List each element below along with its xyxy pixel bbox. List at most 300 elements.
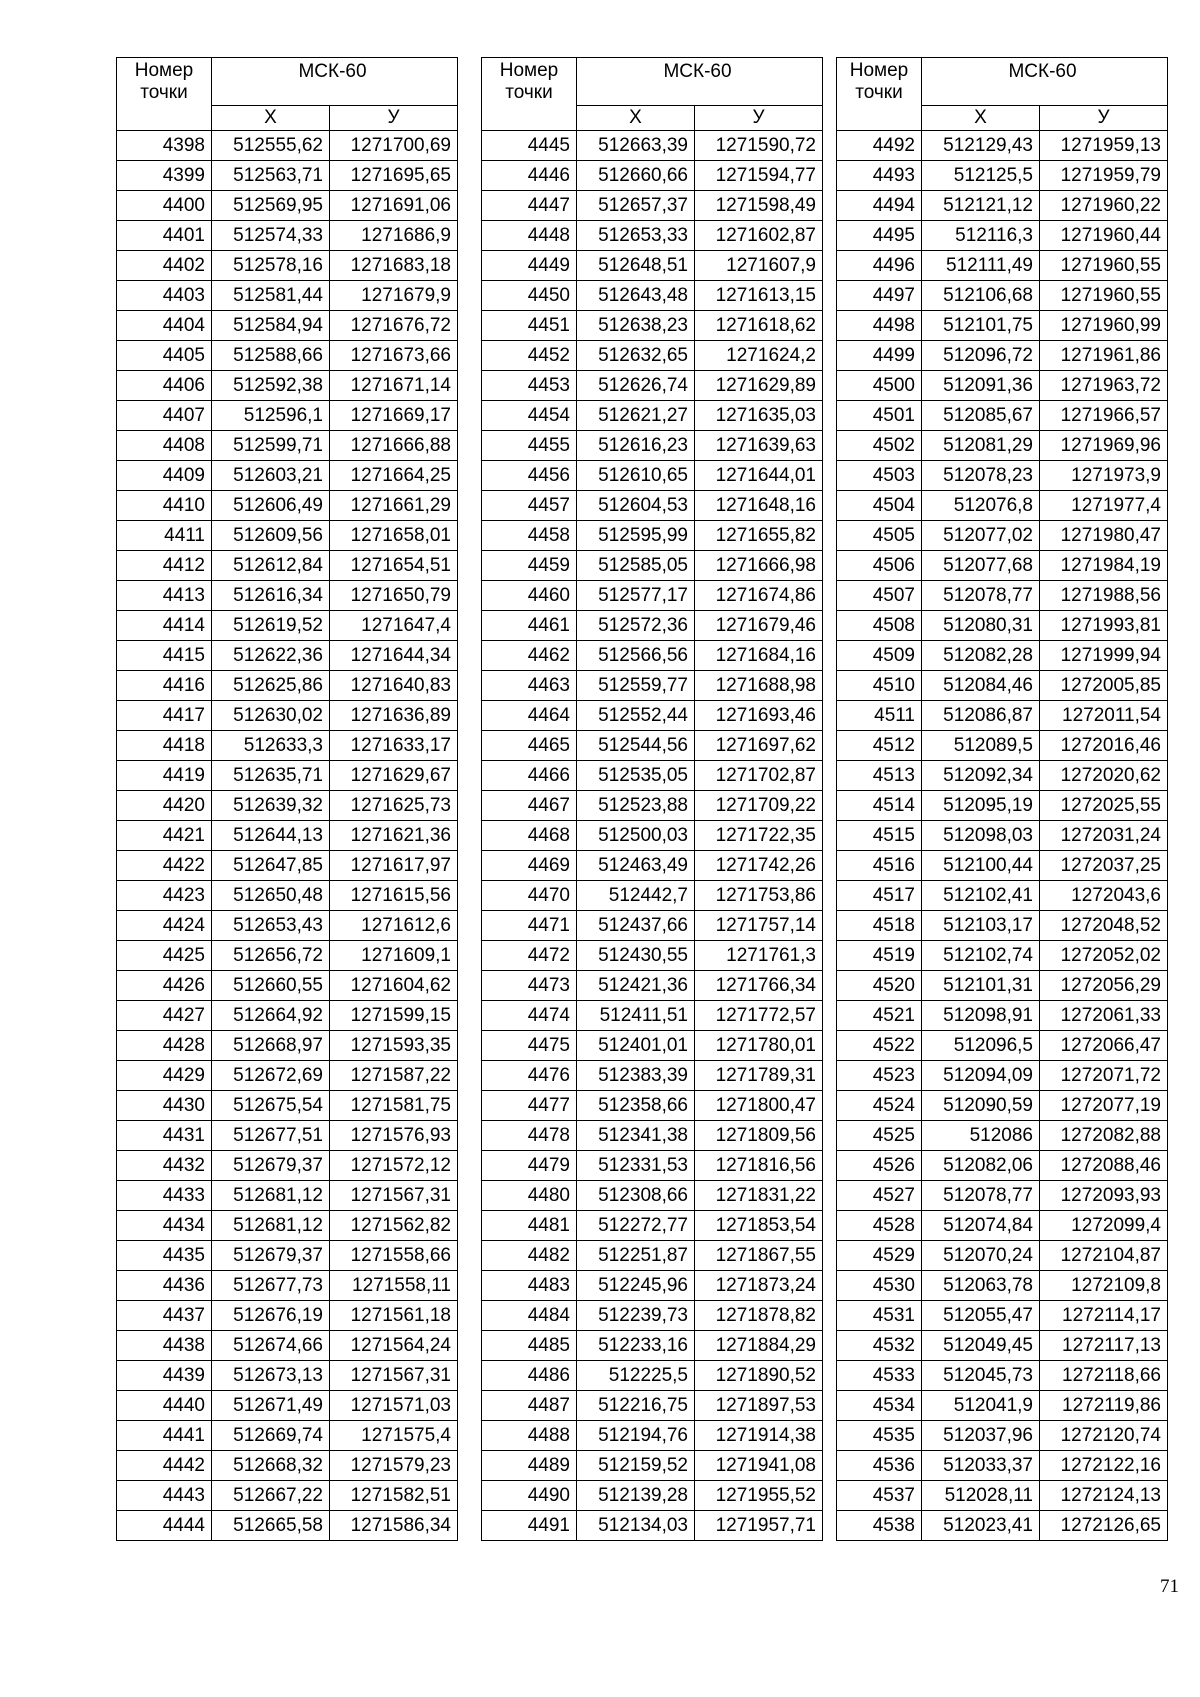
point-number-cell: 4528 bbox=[837, 1211, 922, 1241]
y-coordinate-cell: 1271655,82 bbox=[695, 521, 823, 551]
point-number-cell: 4512 bbox=[837, 731, 922, 761]
table-row bbox=[837, 761, 1168, 791]
table-row bbox=[117, 551, 458, 581]
x-coordinate-cell: 512103,17 bbox=[922, 911, 1040, 941]
x-coordinate-cell: 512081,29 bbox=[922, 431, 1040, 461]
point-number-cell: 4511 bbox=[837, 701, 922, 731]
y-coordinate-cell: 1271742,26 bbox=[695, 851, 823, 881]
table-row bbox=[837, 611, 1168, 641]
y-coordinate-cell: 1271702,87 bbox=[695, 761, 823, 791]
table-row bbox=[482, 1331, 823, 1361]
point-number-cell: 4538 bbox=[837, 1511, 922, 1541]
table-row bbox=[117, 761, 458, 791]
table-row bbox=[837, 1331, 1168, 1361]
x-coordinate-cell: 512082,28 bbox=[922, 641, 1040, 671]
x-coordinate-cell: 512085,67 bbox=[922, 401, 1040, 431]
table-row bbox=[482, 821, 823, 851]
point-number-cell: 4413 bbox=[117, 581, 212, 611]
point-number-cell: 4398 bbox=[117, 131, 212, 161]
table-row bbox=[117, 191, 458, 221]
point-number-cell: 4519 bbox=[837, 941, 922, 971]
y-coordinate-cell: 1271586,34 bbox=[330, 1511, 458, 1541]
x-coordinate-cell: 512635,71 bbox=[212, 761, 330, 791]
point-number-cell: 4444 bbox=[117, 1511, 212, 1541]
point-number-cell: 4488 bbox=[482, 1421, 577, 1451]
x-coordinate-cell: 512500,03 bbox=[577, 821, 695, 851]
table-row bbox=[117, 1511, 458, 1541]
point-number-cell: 4493 bbox=[837, 161, 922, 191]
table-row bbox=[117, 641, 458, 671]
point-number-cell: 4501 bbox=[837, 401, 922, 431]
point-number-cell: 4471 bbox=[482, 911, 577, 941]
x-coordinate-cell: 512096,5 bbox=[922, 1031, 1040, 1061]
x-coordinate-cell: 512616,23 bbox=[577, 431, 695, 461]
y-coordinate-cell: 1271647,4 bbox=[330, 611, 458, 641]
x-coordinate-cell: 512089,5 bbox=[922, 731, 1040, 761]
table-row bbox=[482, 131, 823, 161]
y-coordinate-cell: 1272077,19 bbox=[1040, 1091, 1168, 1121]
y-coordinate-cell: 1271612,6 bbox=[330, 911, 458, 941]
x-coordinate-cell: 512383,39 bbox=[577, 1061, 695, 1091]
y-coordinate-cell: 1271772,57 bbox=[695, 1001, 823, 1031]
y-header: У bbox=[330, 106, 458, 131]
point-number-cell: 4459 bbox=[482, 551, 577, 581]
x-coordinate-cell: 512023,41 bbox=[922, 1511, 1040, 1541]
x-coordinate-cell: 512559,77 bbox=[577, 671, 695, 701]
coordinates-table-1 bbox=[116, 57, 458, 1541]
y-coordinate-cell: 1271966,57 bbox=[1040, 401, 1168, 431]
point-number-cell: 4456 bbox=[482, 461, 577, 491]
y-coordinate-cell: 1271579,23 bbox=[330, 1451, 458, 1481]
table-row bbox=[837, 551, 1168, 581]
x-coordinate-cell: 512063,78 bbox=[922, 1271, 1040, 1301]
table-row bbox=[117, 791, 458, 821]
table-row bbox=[482, 971, 823, 1001]
table-row bbox=[117, 371, 458, 401]
table-row bbox=[837, 731, 1168, 761]
table-row bbox=[837, 1301, 1168, 1331]
x-coordinate-cell: 512616,34 bbox=[212, 581, 330, 611]
point-number-cell: 4414 bbox=[117, 611, 212, 641]
y-coordinate-cell: 1272048,52 bbox=[1040, 911, 1168, 941]
x-coordinate-cell: 512555,62 bbox=[212, 131, 330, 161]
table-row bbox=[117, 1091, 458, 1121]
table-row bbox=[482, 221, 823, 251]
table-row bbox=[482, 1451, 823, 1481]
y-coordinate-cell: 1271679,46 bbox=[695, 611, 823, 641]
y-coordinate-cell: 1271558,66 bbox=[330, 1241, 458, 1271]
y-coordinate-cell: 1271973,9 bbox=[1040, 461, 1168, 491]
table-row bbox=[482, 1061, 823, 1091]
y-coordinate-cell: 1271661,29 bbox=[330, 491, 458, 521]
point-number-cell: 4517 bbox=[837, 881, 922, 911]
point-number-cell: 4425 bbox=[117, 941, 212, 971]
x-coordinate-cell: 512037,96 bbox=[922, 1421, 1040, 1451]
y-coordinate-cell: 1272016,46 bbox=[1040, 731, 1168, 761]
table-row bbox=[837, 911, 1168, 941]
y-coordinate-cell: 1271691,06 bbox=[330, 191, 458, 221]
point-number-cell: 4439 bbox=[117, 1361, 212, 1391]
point-number-cell: 4522 bbox=[837, 1031, 922, 1061]
point-number-cell: 4420 bbox=[117, 791, 212, 821]
y-coordinate-cell: 1271598,49 bbox=[695, 191, 823, 221]
x-coordinate-cell: 512643,48 bbox=[577, 281, 695, 311]
table-row bbox=[117, 1061, 458, 1091]
table-row bbox=[837, 491, 1168, 521]
point-number-cell: 4440 bbox=[117, 1391, 212, 1421]
point-number-cell: 4474 bbox=[482, 1001, 577, 1031]
table-row bbox=[837, 1001, 1168, 1031]
y-coordinate-cell: 1271604,62 bbox=[330, 971, 458, 1001]
x-coordinate-cell: 512251,87 bbox=[577, 1241, 695, 1271]
table-row bbox=[837, 1211, 1168, 1241]
table-row bbox=[482, 1271, 823, 1301]
y-coordinate-cell: 1271757,14 bbox=[695, 911, 823, 941]
point-number-cell: 4479 bbox=[482, 1151, 577, 1181]
y-coordinate-cell: 1272122,16 bbox=[1040, 1451, 1168, 1481]
point-number-cell: 4431 bbox=[117, 1121, 212, 1151]
x-coordinate-cell: 512430,55 bbox=[577, 941, 695, 971]
y-coordinate-cell: 1271666,88 bbox=[330, 431, 458, 461]
y-coordinate-cell: 1271853,54 bbox=[695, 1211, 823, 1241]
y-coordinate-cell: 1271581,75 bbox=[330, 1091, 458, 1121]
x-header: X bbox=[212, 106, 330, 131]
point-number-cell: 4418 bbox=[117, 731, 212, 761]
point-number-cell: 4480 bbox=[482, 1181, 577, 1211]
x-coordinate-cell: 512239,73 bbox=[577, 1301, 695, 1331]
point-number-cell: 4457 bbox=[482, 491, 577, 521]
table-row bbox=[837, 461, 1168, 491]
point-number-cell: 4402 bbox=[117, 251, 212, 281]
x-coordinate-cell: 512581,44 bbox=[212, 281, 330, 311]
y-coordinate-cell: 1271594,77 bbox=[695, 161, 823, 191]
x-coordinate-cell: 512669,74 bbox=[212, 1421, 330, 1451]
x-coordinate-cell: 512358,66 bbox=[577, 1091, 695, 1121]
table-row bbox=[837, 791, 1168, 821]
y-coordinate-cell: 1272025,55 bbox=[1040, 791, 1168, 821]
x-coordinate-cell: 512125,5 bbox=[922, 161, 1040, 191]
y-header: У bbox=[695, 106, 823, 131]
y-coordinate-cell: 1271761,3 bbox=[695, 941, 823, 971]
x-coordinate-cell: 512077,02 bbox=[922, 521, 1040, 551]
x-coordinate-cell: 512341,38 bbox=[577, 1121, 695, 1151]
point-number-cell: 4453 bbox=[482, 371, 577, 401]
table-row bbox=[837, 161, 1168, 191]
point-number-cell: 4475 bbox=[482, 1031, 577, 1061]
x-coordinate-cell: 512638,23 bbox=[577, 311, 695, 341]
table-row bbox=[117, 611, 458, 641]
table-row bbox=[837, 1361, 1168, 1391]
y-coordinate-cell: 1272088,46 bbox=[1040, 1151, 1168, 1181]
point-number-cell: 4495 bbox=[837, 221, 922, 251]
x-coordinate-cell: 512596,1 bbox=[212, 401, 330, 431]
table-row bbox=[482, 1361, 823, 1391]
table-row bbox=[837, 1481, 1168, 1511]
x-coordinate-cell: 512401,01 bbox=[577, 1031, 695, 1061]
table-row bbox=[117, 671, 458, 701]
x-coordinate-cell: 512411,51 bbox=[577, 1001, 695, 1031]
y-coordinate-cell: 1271683,18 bbox=[330, 251, 458, 281]
y-coordinate-cell: 1271609,1 bbox=[330, 941, 458, 971]
point-number-cell: 4443 bbox=[117, 1481, 212, 1511]
point-number-cell: 4477 bbox=[482, 1091, 577, 1121]
point-number-cell: 4400 bbox=[117, 191, 212, 221]
point-number-cell: 4497 bbox=[837, 281, 922, 311]
point-number-cell: 4507 bbox=[837, 581, 922, 611]
table-row bbox=[117, 1271, 458, 1301]
point-number-cell: 4423 bbox=[117, 881, 212, 911]
table-row bbox=[117, 731, 458, 761]
y-coordinate-cell: 1272066,47 bbox=[1040, 1031, 1168, 1061]
point-number-header bbox=[837, 58, 922, 131]
y-coordinate-cell: 1272119,86 bbox=[1040, 1391, 1168, 1421]
y-coordinate-cell: 1271686,9 bbox=[330, 221, 458, 251]
x-coordinate-cell: 512677,51 bbox=[212, 1121, 330, 1151]
x-coordinate-cell: 512098,91 bbox=[922, 1001, 1040, 1031]
x-coordinate-cell: 512653,43 bbox=[212, 911, 330, 941]
table-row bbox=[837, 311, 1168, 341]
table-row bbox=[837, 371, 1168, 401]
x-coordinate-cell: 512421,36 bbox=[577, 971, 695, 1001]
x-coordinate-cell: 512225,5 bbox=[577, 1361, 695, 1391]
table-row bbox=[837, 401, 1168, 431]
x-coordinate-cell: 512090,59 bbox=[922, 1091, 1040, 1121]
table-row bbox=[837, 1121, 1168, 1151]
table-row bbox=[837, 1271, 1168, 1301]
table-row bbox=[482, 311, 823, 341]
point-number-cell: 4454 bbox=[482, 401, 577, 431]
x-coordinate-cell: 512572,36 bbox=[577, 611, 695, 641]
point-number-cell: 4524 bbox=[837, 1091, 922, 1121]
y-coordinate-cell: 1271697,62 bbox=[695, 731, 823, 761]
point-number-cell: 4476 bbox=[482, 1061, 577, 1091]
table-row bbox=[117, 461, 458, 491]
point-number-cell: 4416 bbox=[117, 671, 212, 701]
y-coordinate-cell: 1271587,22 bbox=[330, 1061, 458, 1091]
point-number-cell: 4498 bbox=[837, 311, 922, 341]
x-coordinate-cell: 512121,12 bbox=[922, 191, 1040, 221]
x-coordinate-cell: 512671,49 bbox=[212, 1391, 330, 1421]
y-coordinate-cell: 1272005,85 bbox=[1040, 671, 1168, 701]
point-number-cell: 4520 bbox=[837, 971, 922, 1001]
x-coordinate-cell: 512086 bbox=[922, 1121, 1040, 1151]
x-coordinate-cell: 512592,38 bbox=[212, 371, 330, 401]
table-row bbox=[837, 581, 1168, 611]
x-coordinate-cell: 512078,77 bbox=[922, 581, 1040, 611]
y-coordinate-cell: 1272109,8 bbox=[1040, 1271, 1168, 1301]
x-coordinate-cell: 512442,7 bbox=[577, 881, 695, 911]
x-coordinate-cell: 512437,66 bbox=[577, 911, 695, 941]
point-number-cell: 4489 bbox=[482, 1451, 577, 1481]
point-number-cell: 4500 bbox=[837, 371, 922, 401]
point-number-cell: 4458 bbox=[482, 521, 577, 551]
table-row bbox=[482, 1511, 823, 1541]
x-coordinate-cell: 512544,56 bbox=[577, 731, 695, 761]
table-row bbox=[837, 1091, 1168, 1121]
point-number-cell: 4415 bbox=[117, 641, 212, 671]
table-row bbox=[482, 731, 823, 761]
x-coordinate-cell: 512653,33 bbox=[577, 221, 695, 251]
x-coordinate-cell: 512667,22 bbox=[212, 1481, 330, 1511]
x-coordinate-cell: 512045,73 bbox=[922, 1361, 1040, 1391]
table-row bbox=[117, 311, 458, 341]
table-row bbox=[482, 581, 823, 611]
y-coordinate-cell: 1271780,01 bbox=[695, 1031, 823, 1061]
x-coordinate-cell: 512668,97 bbox=[212, 1031, 330, 1061]
point-number-cell: 4533 bbox=[837, 1361, 922, 1391]
x-coordinate-cell: 512603,21 bbox=[212, 461, 330, 491]
point-number-cell: 4521 bbox=[837, 1001, 922, 1031]
point-number-cell: 4467 bbox=[482, 791, 577, 821]
point-number-cell: 4516 bbox=[837, 851, 922, 881]
table-row bbox=[482, 1211, 823, 1241]
point-number-cell: 4506 bbox=[837, 551, 922, 581]
y-coordinate-cell: 1271561,18 bbox=[330, 1301, 458, 1331]
point-number-cell: 4432 bbox=[117, 1151, 212, 1181]
x-coordinate-cell: 512101,31 bbox=[922, 971, 1040, 1001]
x-coordinate-cell: 512619,52 bbox=[212, 611, 330, 641]
x-coordinate-cell: 512102,41 bbox=[922, 881, 1040, 911]
point-number-cell: 4452 bbox=[482, 341, 577, 371]
x-coordinate-cell: 512070,24 bbox=[922, 1241, 1040, 1271]
point-number-cell: 4399 bbox=[117, 161, 212, 191]
y-coordinate-cell: 1271969,96 bbox=[1040, 431, 1168, 461]
point-number-cell: 4448 bbox=[482, 221, 577, 251]
x-coordinate-cell: 512665,58 bbox=[212, 1511, 330, 1541]
x-coordinate-cell: 512092,34 bbox=[922, 761, 1040, 791]
x-coordinate-cell: 512677,73 bbox=[212, 1271, 330, 1301]
table-row bbox=[482, 1091, 823, 1121]
point-number-cell: 4499 bbox=[837, 341, 922, 371]
y-coordinate-cell: 1271753,86 bbox=[695, 881, 823, 911]
y-coordinate-cell: 1271650,79 bbox=[330, 581, 458, 611]
x-coordinate-cell: 512664,92 bbox=[212, 1001, 330, 1031]
table-row bbox=[117, 971, 458, 1001]
point-number-cell: 4421 bbox=[117, 821, 212, 851]
x-coordinate-cell: 512633,3 bbox=[212, 731, 330, 761]
point-number-cell: 4525 bbox=[837, 1121, 922, 1151]
table-row bbox=[482, 1391, 823, 1421]
y-coordinate-cell: 1271593,35 bbox=[330, 1031, 458, 1061]
y-coordinate-cell: 1271669,17 bbox=[330, 401, 458, 431]
y-coordinate-cell: 1271914,38 bbox=[695, 1421, 823, 1451]
x-coordinate-cell: 512569,95 bbox=[212, 191, 330, 221]
y-coordinate-cell: 1271629,89 bbox=[695, 371, 823, 401]
y-coordinate-cell: 1271878,82 bbox=[695, 1301, 823, 1331]
point-number-cell: 4478 bbox=[482, 1121, 577, 1151]
y-coordinate-cell: 1271999,94 bbox=[1040, 641, 1168, 671]
x-coordinate-cell: 512100,44 bbox=[922, 851, 1040, 881]
x-coordinate-cell: 512621,27 bbox=[577, 401, 695, 431]
point-number-header-line2: точки bbox=[140, 82, 188, 103]
table-row bbox=[837, 1451, 1168, 1481]
x-coordinate-cell: 512585,05 bbox=[577, 551, 695, 581]
table-row bbox=[117, 881, 458, 911]
point-number-cell: 4468 bbox=[482, 821, 577, 851]
y-coordinate-cell: 1271960,44 bbox=[1040, 221, 1168, 251]
x-coordinate-cell: 512272,77 bbox=[577, 1211, 695, 1241]
point-number-cell: 4462 bbox=[482, 641, 577, 671]
x-coordinate-cell: 512049,45 bbox=[922, 1331, 1040, 1361]
table-row bbox=[837, 221, 1168, 251]
table-row bbox=[117, 1151, 458, 1181]
point-number-cell: 4422 bbox=[117, 851, 212, 881]
x-coordinate-cell: 512577,17 bbox=[577, 581, 695, 611]
y-coordinate-cell: 1271679,9 bbox=[330, 281, 458, 311]
x-coordinate-cell: 512647,85 bbox=[212, 851, 330, 881]
x-coordinate-cell: 512084,46 bbox=[922, 671, 1040, 701]
point-number-cell: 4403 bbox=[117, 281, 212, 311]
table-row bbox=[482, 401, 823, 431]
table-row bbox=[482, 551, 823, 581]
y-coordinate-cell: 1271644,01 bbox=[695, 461, 823, 491]
y-coordinate-cell: 1271629,67 bbox=[330, 761, 458, 791]
x-coordinate-cell: 512626,74 bbox=[577, 371, 695, 401]
x-coordinate-cell: 512674,66 bbox=[212, 1331, 330, 1361]
y-coordinate-cell: 1272124,13 bbox=[1040, 1481, 1168, 1511]
y-coordinate-cell: 1271617,97 bbox=[330, 851, 458, 881]
table-row bbox=[482, 461, 823, 491]
point-number-cell: 4436 bbox=[117, 1271, 212, 1301]
y-coordinate-cell: 1271722,35 bbox=[695, 821, 823, 851]
point-number-cell: 4435 bbox=[117, 1241, 212, 1271]
point-number-cell: 4483 bbox=[482, 1271, 577, 1301]
y-coordinate-cell: 1271955,52 bbox=[695, 1481, 823, 1511]
point-number-cell: 4486 bbox=[482, 1361, 577, 1391]
page-number: 71 bbox=[1160, 1576, 1179, 1597]
point-number-cell: 4496 bbox=[837, 251, 922, 281]
y-coordinate-cell: 1271960,55 bbox=[1040, 281, 1168, 311]
x-coordinate-cell: 512078,77 bbox=[922, 1181, 1040, 1211]
y-coordinate-cell: 1271960,55 bbox=[1040, 251, 1168, 281]
point-number-cell: 4441 bbox=[117, 1421, 212, 1451]
point-number-cell: 4518 bbox=[837, 911, 922, 941]
x-coordinate-cell: 512681,12 bbox=[212, 1181, 330, 1211]
y-coordinate-cell: 1271884,29 bbox=[695, 1331, 823, 1361]
x-coordinate-cell: 512096,72 bbox=[922, 341, 1040, 371]
table-row bbox=[482, 1481, 823, 1511]
point-number-cell: 4450 bbox=[482, 281, 577, 311]
table-row bbox=[117, 1331, 458, 1361]
table-row bbox=[117, 1181, 458, 1211]
y-coordinate-cell: 1271959,13 bbox=[1040, 131, 1168, 161]
table-row bbox=[482, 641, 823, 671]
table-row bbox=[117, 1001, 458, 1031]
table-row bbox=[482, 761, 823, 791]
point-number-cell: 4491 bbox=[482, 1511, 577, 1541]
y-coordinate-cell: 1271816,56 bbox=[695, 1151, 823, 1181]
x-coordinate-cell: 512194,76 bbox=[577, 1421, 695, 1451]
x-coordinate-cell: 512679,37 bbox=[212, 1151, 330, 1181]
y-coordinate-cell: 1272114,17 bbox=[1040, 1301, 1168, 1331]
y-coordinate-cell: 1272082,88 bbox=[1040, 1121, 1168, 1151]
y-coordinate-cell: 1271960,22 bbox=[1040, 191, 1168, 221]
y-coordinate-cell: 1272120,74 bbox=[1040, 1421, 1168, 1451]
table-row bbox=[482, 1151, 823, 1181]
x-coordinate-cell: 512632,65 bbox=[577, 341, 695, 371]
x-coordinate-cell: 512080,31 bbox=[922, 611, 1040, 641]
y-coordinate-cell: 1271602,87 bbox=[695, 221, 823, 251]
table-row bbox=[117, 431, 458, 461]
table-row bbox=[482, 341, 823, 371]
point-number-cell: 4473 bbox=[482, 971, 577, 1001]
y-coordinate-cell: 1271977,4 bbox=[1040, 491, 1168, 521]
y-coordinate-cell: 1271572,12 bbox=[330, 1151, 458, 1181]
y-coordinate-cell: 1271693,46 bbox=[695, 701, 823, 731]
point-number-cell: 4449 bbox=[482, 251, 577, 281]
point-number-cell: 4428 bbox=[117, 1031, 212, 1061]
table-row bbox=[837, 281, 1168, 311]
